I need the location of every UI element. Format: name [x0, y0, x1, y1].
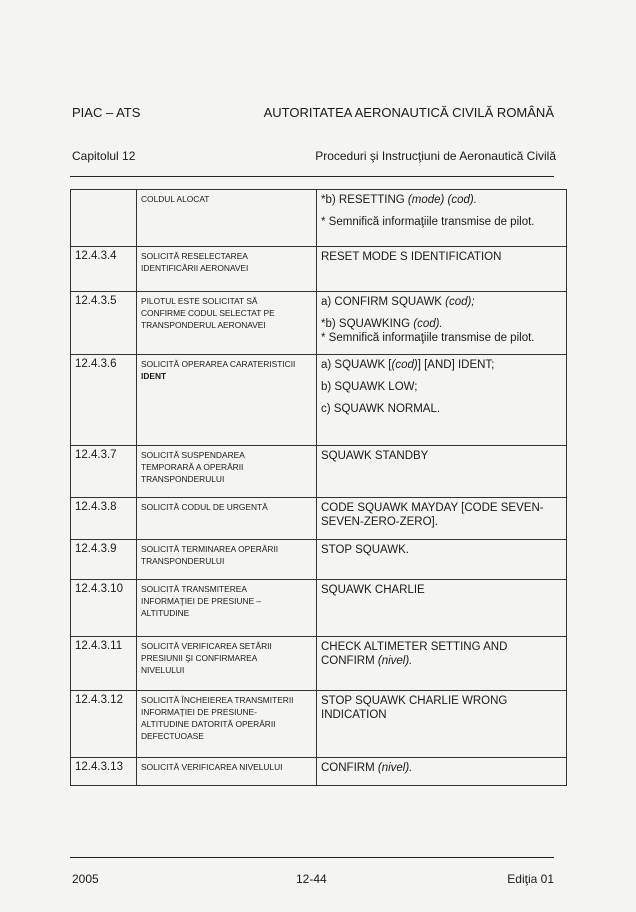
phraseology-cell: [317, 540, 567, 580]
request-line: ALTITUDINE DATORITĂ OPERĂRII: [141, 719, 276, 729]
paragraph-number: 12.4.3.7: [71, 446, 137, 498]
table-row: [71, 637, 567, 691]
phraseology-table: [70, 189, 567, 786]
phrase-pre: STOP SQUAWK.: [321, 544, 409, 556]
paragraph-number: 12.4.3.4: [71, 247, 137, 292]
phrase-line: [321, 583, 562, 597]
request-cell: [137, 190, 317, 247]
phrase-it: (cod): [391, 359, 418, 371]
phrase-line: [321, 543, 562, 557]
phrase-pre: * Semnifică informaţiile transmise de pilot.: [321, 332, 535, 344]
request-line: SOLICITĂ TRANSMITEREA: [141, 584, 247, 594]
phrase-pre: * Semnifică informaţiile transmise de pilot.: [321, 216, 535, 228]
request-cell: [137, 498, 317, 540]
request-cell: [137, 540, 317, 580]
phrase-line: [321, 250, 562, 264]
request-line: INFORMAŢIEI DE PRESIUNE-: [141, 707, 257, 717]
request-line: TRANSPONDERULUI: [141, 474, 225, 484]
phraseology-cell: [317, 292, 567, 355]
request-cell: [137, 292, 317, 355]
request-emphasis: IDENT: [141, 371, 167, 381]
phrase-line: [321, 193, 562, 207]
phrase-line: [321, 358, 562, 372]
chapter-label: Capitolul 12: [72, 149, 136, 163]
phrase-pre: c) SQUAWK NORMAL.: [321, 403, 441, 415]
phrase-pre: SQUAWK CHARLIE: [321, 584, 425, 596]
request-line: SOLICITĂ VERIFICAREA NIVELULUI: [141, 762, 283, 772]
phrase-line: [321, 380, 562, 394]
phraseology-cell: [317, 446, 567, 498]
request-line: ALTITUDINE: [141, 608, 190, 618]
phrase-line: [321, 331, 562, 345]
request-line: SOLICITĂ RESELECTAREA: [141, 251, 248, 261]
request-line: TRANSPONDERULUI: [141, 556, 225, 566]
table-row: [71, 355, 567, 446]
paragraph-number: 12.4.3.13: [71, 758, 137, 786]
request-line: SOLICITĂ TERMINAREA OPERĂRII: [141, 544, 279, 554]
request-line: CONFIRME CODUL SELECTAT PE: [141, 308, 275, 318]
table-row: [71, 691, 567, 758]
paragraph-number: 12.4.3.8: [71, 498, 137, 540]
phrase-line: [321, 694, 562, 722]
phraseology-cell: [317, 190, 567, 247]
paragraph-number: 12.4.3.6: [71, 355, 137, 446]
footer-rule: [70, 857, 554, 858]
paragraph-number: 12.4.3.5: [71, 292, 137, 355]
phrase-it: (cod).: [413, 318, 443, 330]
request-line: COLDUL ALOCAT: [141, 194, 210, 204]
request-line: DEFECTUOASE: [141, 731, 204, 741]
edition-label: Ediţia 01: [507, 872, 554, 886]
phrase-pre: RESET MODE S IDENTIFICATION: [321, 251, 502, 263]
request-cell: [137, 691, 317, 758]
table-row: [71, 446, 567, 498]
phrase-pre: a) CONFIRM SQUAWK: [321, 296, 446, 308]
document-code: PIAC – ATS: [72, 105, 141, 120]
request-line: IDENTIFICĂRII AERONAVEI: [141, 263, 249, 273]
paragraph-number: 12.4.3.12: [71, 691, 137, 758]
request-line: SOLICITĂ OPERAREA CARATERISTICII: [141, 359, 296, 369]
request-line: SOLICITĂ VERIFICAREA SETĂRII: [141, 641, 272, 651]
request-line: TRANSPONDERUL AERONAVEI: [141, 320, 266, 330]
footer-year: 2005: [72, 872, 99, 886]
request-line: SOLICITĂ CODUL DE URGENTĂ: [141, 502, 268, 512]
table-row: [71, 540, 567, 580]
request-line: SOLICITĂ SUSPENDAREA: [141, 450, 245, 460]
request-cell: [137, 637, 317, 691]
request-cell: [137, 355, 317, 446]
authority-name: AUTORITATEA AERONAUTICĂ CIVILĂ ROMÂNĂ: [263, 105, 554, 120]
phraseology-cell: [317, 580, 567, 637]
phrase-line: [321, 640, 562, 668]
phraseology-cell: [317, 498, 567, 540]
table-row: [71, 292, 567, 355]
paragraph-number: [71, 190, 137, 247]
request-line: PRESIUNII ŞI CONFIRMAREA: [141, 653, 258, 663]
section-title: Proceduri şi Instrucţiuni de Aeronautică Civilă: [315, 149, 556, 163]
phrase-pre: *b) SQUAWKING: [321, 318, 414, 330]
phrase-pre: SQUAWK STANDBY: [321, 450, 429, 462]
request-cell: [137, 446, 317, 498]
request-cell: [137, 247, 317, 292]
phraseology-cell: [317, 637, 567, 691]
phraseology-cell: [317, 758, 567, 786]
table-row: [71, 498, 567, 540]
request-line: NIVELULUI: [141, 665, 185, 675]
phrase-pre: CONFIRM: [321, 762, 378, 774]
paragraph-number: 12.4.3.9: [71, 540, 137, 580]
table-body: [71, 190, 567, 786]
phrase-line: [321, 449, 562, 463]
phrase-line: [321, 501, 562, 529]
phrase-pre: *b) RESETTING: [321, 194, 408, 206]
phrase-line: [321, 215, 562, 229]
table-row: [71, 758, 567, 786]
table-row: [71, 580, 567, 637]
request-cell: [137, 580, 317, 637]
phrase-it: (mode) (cod).: [407, 194, 477, 206]
phrase-post: ] [AND] IDENT;: [417, 359, 495, 371]
request-line: TEMPORARĂ A OPERĂRII: [141, 462, 244, 472]
request-cell: [137, 758, 317, 786]
phrase-pre: b) SQUAWK LOW;: [321, 381, 418, 393]
phraseology-cell: [317, 691, 567, 758]
request-line: SOLICITĂ ÎNCHEIEREA TRANSMITERII: [141, 695, 294, 705]
table-row: [71, 247, 567, 292]
request-line: PILOTUL ESTE SOLICITAT SĂ: [141, 296, 258, 306]
phrase-line: [321, 402, 562, 416]
phraseology-cell: [317, 355, 567, 446]
phraseology-cell: [317, 247, 567, 292]
page-number: 12-44: [296, 872, 327, 886]
phrase-it: (nivel).: [377, 762, 413, 774]
phrase-it: (nivel).: [377, 655, 413, 667]
phrase-line: [321, 317, 562, 331]
phrase-line: [321, 761, 562, 775]
phrase-line: [321, 295, 562, 309]
phrase-pre: CHECK ALTIMETER SETTING AND CONFIRM: [321, 641, 508, 667]
paragraph-number: 12.4.3.11: [71, 637, 137, 691]
phrase-pre: STOP SQUAWK CHARLIE WRONG INDICATION: [321, 695, 508, 721]
header-rule: [70, 176, 554, 177]
request-line: INFORMAŢIEI DE PRESIUNE –: [141, 596, 262, 606]
paragraph-number: 12.4.3.10: [71, 580, 137, 637]
table-row: [71, 190, 567, 247]
phrase-pre: a) SQUAWK [: [321, 359, 392, 371]
phrase-pre: CODE SQUAWK MAYDAY [CODE SEVEN-SEVEN-ZERO-ZERO].: [321, 502, 544, 528]
phrase-it: (cod);: [445, 296, 475, 308]
